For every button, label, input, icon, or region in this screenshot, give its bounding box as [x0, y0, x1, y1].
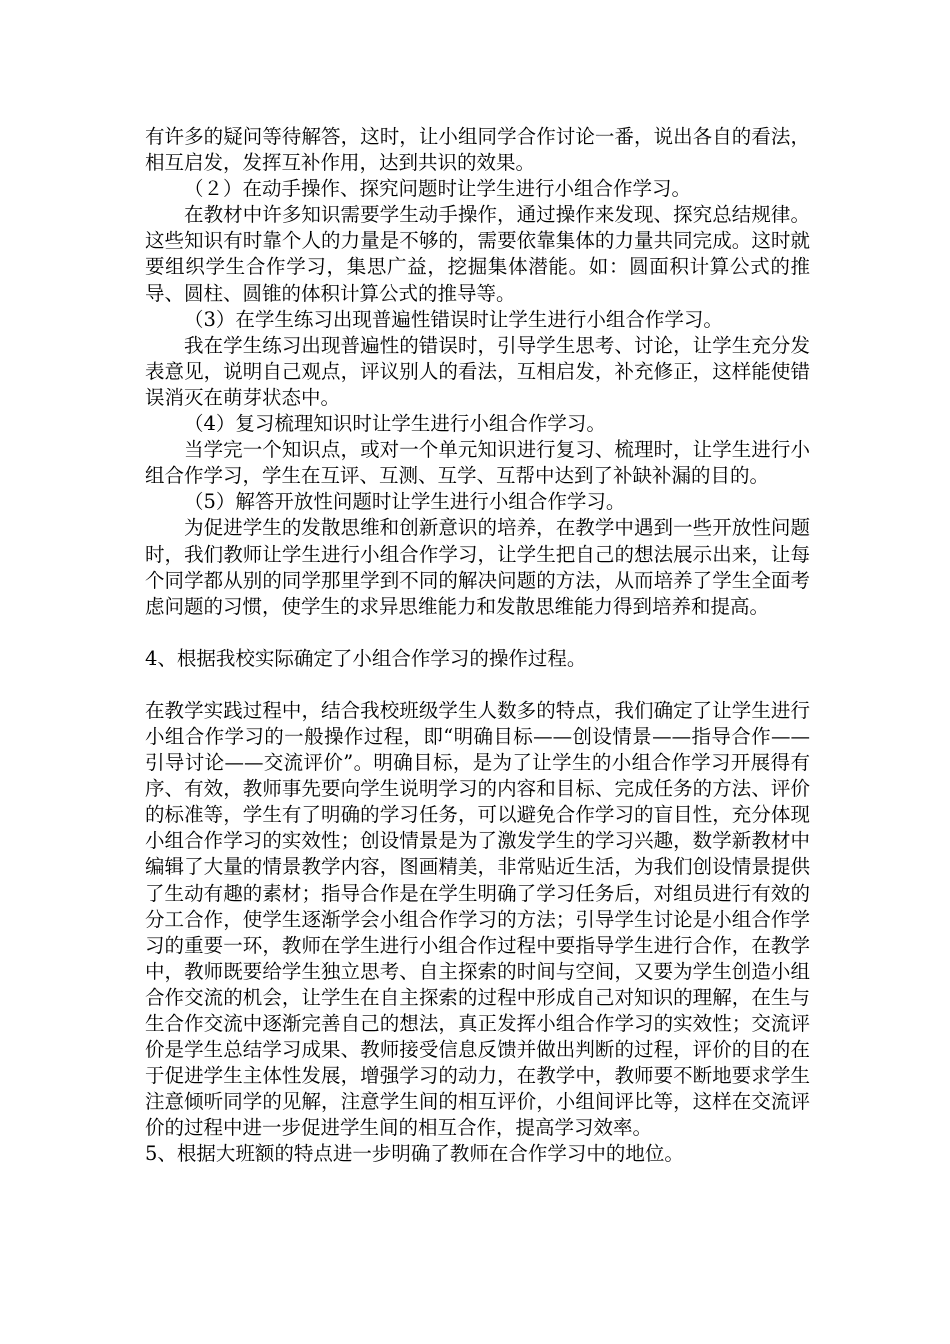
section-heading-4: 4、根据我校实际确定了小组合作学习的操作过程。	[145, 646, 587, 670]
paragraph-hands-on: 在教材中许多知识需要学生动手操作，通过操作来发现、探究总结规律。这些知识有时靠个人的力量是不够的，需要依靠集体的力量共同完成。这时就要组织学生合作学习，集思广益，挖掘集体潜能。如：圆面积计算公式的推导、圆柱、圆锥的体积计算公式的推导等。	[145, 203, 810, 305]
document-page	[145, 124, 810, 1168]
subheading-3: （3）在学生练习出现普遍性错误时让学生进行小组合作学习。	[184, 307, 723, 331]
subheading-2: （２）在动手操作、探究问题时让学生进行小组合作学习。	[184, 177, 692, 201]
spacer	[145, 672, 810, 698]
paragraph-continuation: 有许多的疑问等待解答，这时，让小组同学合作讨论一番，说出各自的看法，相互启发，发挥互补作用，达到共识的效果。	[145, 125, 810, 175]
paragraph-open-questions: 为促进学生的发散思维和创新意识的培养，在教学中遇到一些开放性问题时，我们教师让学生进行小组合作学习，让学生把自己的想法展示出来，让每个同学都从别的同学那里学到不同的解决问题的方法，从而培养了学生全面考虑问题的习惯，使学生的求异思维能力和发散思维能力得到培养和提高。	[145, 516, 810, 618]
paragraph-errors: 我在学生练习出现普遍性的错误时，引导学生思考、讨论，让学生充分发表意见，说明自己观点，评议别人的看法，互相启发，补充修正，这样能使错误消灭在萌芽状态中。	[145, 333, 810, 409]
paragraph-review: 当学完一个知识点，或对一个单元知识进行复习、梳理时，让学生进行小组合作学习，学生在互评、互测、互学、互帮中达到了补缺补漏的目的。	[145, 438, 810, 488]
section-heading-5: 5、根据大班额的特点进一步明确了教师在合作学习中的地位。	[145, 1142, 684, 1166]
subheading-4: （4）复习梳理知识时让学生进行小组合作学习。	[184, 412, 606, 436]
spacer	[145, 620, 810, 646]
subheading-5: （5）解答开放性问题时让学生进行小组合作学习。	[184, 490, 626, 514]
paragraph-operation-process: 在教学实践过程中，结合我校班级学生人数多的特点，我们确定了让学生进行小组合作学习的一般操作过程，即“明确目标——创设情景——指导合作——引导讨论——交流评价”。明确目标，是为了让学生的小组合作学习开展得有序、有效，教师事先要向学生说明学习的内容和目标、完成任务的方法、评价的标准等，学生有了明确的学习任务，可以避免合作学习的盲目性，充分体现小组合作学习的实效性；创设情景是为了激发学生的学习兴趣，数学新教材中编辑了大量的情景教学内容，图画精美，非常贴近生活，为我们创设情景提供了生动有趣的素材；指导合作是在学生明确了学习任务后，对组员进行有效的分工合作，使学生逐渐学会小组合作学习的方法；引导学生讨论是小组合作学习的重要一环，教师在学生进行小组合作过程中要指导学生进行合作，在教学中，教师既要给学生独立思考、自主探索的时间与空间，又要为学生创造小组合作交流的机会，让学生在自主探索的过程中形成自己对知识的理解，在生与生合作交流中逐渐完善自己的想法，真正发挥小组合作学习的实效性；交流评价是学生总结学习成果、教师接受信息反馈并做出判断的过程，评价的目的在于促进学生主体性发展，增强学习的动力，在教学中，教师要不断地要求学生注意倾听同学的见解，注意学生间的相互评价，小组间评比等，这样在交流评价的过程中进一步促进学生间的相互合作，提高学习效率。	[145, 698, 810, 1140]
